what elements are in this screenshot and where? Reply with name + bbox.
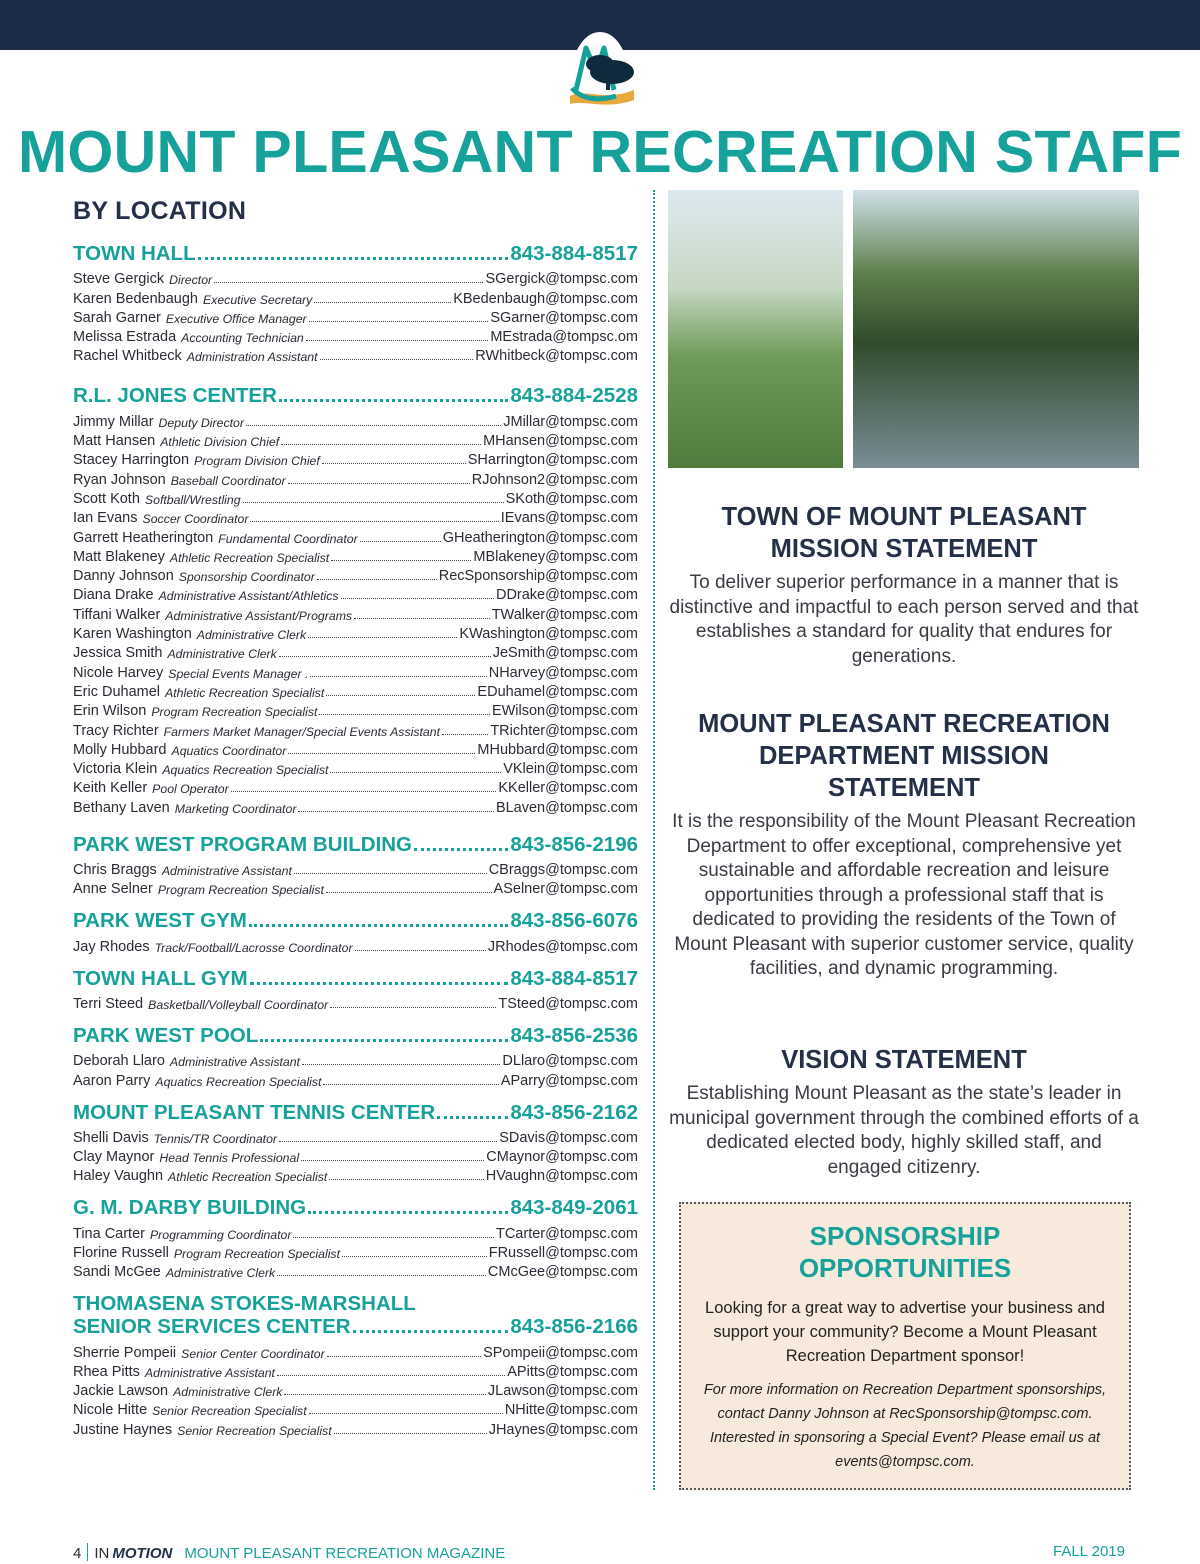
staff-email[interactable]: JMillar@tompsc.com — [503, 413, 638, 430]
dot-leader — [309, 1413, 503, 1414]
location-section — [73, 384, 638, 815]
staff-name: Danny Johnson — [73, 568, 174, 585]
dot-leader — [353, 1330, 509, 1333]
staff-title: Athletic Recreation Specialist — [165, 685, 325, 700]
staff-name: Jimmy Millar — [73, 413, 154, 430]
staff-name: Ian Evans — [73, 510, 138, 527]
staff-name: Ryan Johnson — [73, 471, 166, 488]
staff-email[interactable]: SPompeii@tompsc.com — [483, 1344, 638, 1361]
staff-email[interactable]: MEstrada@tompsc.om — [490, 329, 638, 346]
staff-email[interactable]: APitts@tompsc.com — [507, 1363, 638, 1380]
footer-in: IN — [94, 1545, 110, 1562]
staff-name: Nicole Hitte — [73, 1402, 148, 1419]
staff-row — [73, 603, 638, 622]
staff-title: Administrative Assistant/Athletics — [158, 589, 339, 604]
location-heading — [73, 1196, 638, 1219]
staff-name: Sherrie Pompeii — [73, 1344, 177, 1361]
location-name: PARK WEST GYM — [73, 909, 247, 933]
location-heading — [73, 1292, 638, 1338]
staff-title: Basketball/Volleyball Coordinator — [148, 997, 329, 1012]
staff-email[interactable]: CBraggs@tompsc.com — [488, 862, 638, 879]
staff-title: Administrative Clerk — [173, 1385, 283, 1400]
dot-leader — [327, 1356, 481, 1357]
dot-leader — [279, 656, 491, 657]
staff-email[interactable]: NHitte@tompsc.com — [504, 1402, 638, 1419]
staff-row — [73, 1361, 638, 1380]
rec-mission-text: It is the responsibility of the Mount Pleasant Recreation Department to offer exceptional, comprehensive yet sustainable and affordable recreation and leisure opportunities through a professional staff that is dedicated to providing the residents of the Town of Mount Pleasant with superior customer service, quality facilities, and dynamic programming. — [672, 811, 1136, 979]
location-phone: 843-856-2166 — [510, 1315, 638, 1339]
staff-title: Administrative Assistant/Programs — [165, 608, 353, 623]
staff-email[interactable]: IEvans@tompsc.com — [500, 510, 638, 527]
location-section — [73, 1024, 638, 1089]
staff-title: Senior Center Coordinator — [181, 1346, 325, 1361]
staff-name: Chris Braggs — [73, 862, 157, 879]
staff-email[interactable]: MBlakeney@tompsc.com — [473, 548, 638, 565]
staff-row — [73, 700, 638, 719]
staff-title: Administration Assistant — [186, 350, 318, 365]
location-section — [73, 1101, 638, 1185]
staff-email[interactable]: VKlein@tompsc.com — [503, 761, 638, 778]
location-heading — [73, 909, 638, 932]
staff-row — [73, 468, 638, 487]
staff-email[interactable]: TWalker@tompsc.com — [491, 606, 638, 623]
staff-title: Deputy Director — [158, 415, 244, 430]
staff-name: Jessica Smith — [73, 645, 163, 662]
staff-row — [73, 935, 638, 954]
staff-name: Bethany Laven — [73, 799, 170, 816]
dot-leader — [279, 399, 508, 402]
staff-title: Pool Operator — [152, 782, 229, 797]
sponsorship-info: For more information on Recreation Department sponsorships, contact Danny Johnson at RecSponsorship@tompsc.com. Interested in sponsoring a Special Event? Please email us at events@tompsc.com. — [703, 1382, 1107, 1470]
staff-title: Sponsorship Coordinator — [178, 570, 315, 585]
staff-name: Florine Russell — [73, 1244, 169, 1261]
staff-name: Scott Koth — [73, 490, 140, 507]
staff-row — [73, 345, 638, 364]
staff-name: Sarah Garner — [73, 309, 161, 326]
staff-name: Stacey Harrington — [73, 452, 190, 469]
vision-heading: VISION STATEMENT — [781, 1046, 1027, 1074]
staff-name: Matt Hansen — [73, 433, 156, 450]
location-section — [73, 909, 638, 954]
staff-name: Steve Gergick — [73, 271, 165, 288]
staff-name: Anne Selner — [73, 881, 153, 898]
dot-leader — [330, 1007, 496, 1008]
staff-email[interactable]: KKeller@tompsc.com — [498, 780, 638, 797]
footer-season: FALL 2019 — [1052, 1543, 1125, 1560]
town-mission-text: To deliver superior performance in a manner that is distinctive and impactful to each person served and that establishes a standard for quality that endures for generations. — [669, 572, 1139, 667]
location-name: PARK WEST PROGRAM BUILDING — [73, 832, 413, 856]
town-mission-block — [668, 501, 1140, 669]
staff-row — [73, 268, 638, 287]
staff-directory — [73, 197, 638, 1450]
dot-leader — [260, 1039, 508, 1042]
staff-title: Administrative Clerk — [167, 647, 277, 662]
dot-leader — [308, 637, 457, 638]
staff-row — [73, 1222, 638, 1241]
staff-email[interactable]: SDavis@tompsc.com — [499, 1129, 638, 1146]
location-name: G. M. DARBY BUILDING — [73, 1196, 307, 1220]
staff-email[interactable]: FRussell@tompsc.com — [488, 1244, 638, 1261]
staff-email[interactable]: BLaven@tompsc.com — [495, 799, 638, 816]
staff-email[interactable]: ASelner@tompsc.com — [493, 881, 638, 898]
staff-row — [73, 719, 638, 738]
staff-title: Programming Coordinator — [149, 1227, 292, 1242]
location-heading — [73, 967, 638, 990]
staff-row — [73, 1050, 638, 1069]
staff-email[interactable]: NHarvey@tompsc.com — [488, 664, 638, 681]
staff-title: Athletic Recreation Specialist — [168, 1170, 328, 1185]
staff-email[interactable]: JeSmith@tompsc.com — [492, 645, 638, 662]
staff-name: Garrett Heatherington — [73, 529, 214, 546]
staff-email[interactable]: CMcGee@tompsc.com — [487, 1264, 638, 1281]
dot-leader — [288, 483, 470, 484]
location-phone: 843-856-2162 — [510, 1100, 638, 1124]
dot-leader — [308, 1211, 508, 1214]
staff-name: Haley Vaughn — [73, 1168, 164, 1185]
dot-leader — [277, 1275, 486, 1276]
staff-title: Accounting Technician — [181, 331, 304, 346]
staff-title: Soccer Coordinator — [142, 512, 249, 527]
staff-name: Clay Maynor — [73, 1149, 155, 1166]
staff-row — [73, 1261, 638, 1280]
staff-email[interactable]: RJohnson2@tompsc.com — [471, 471, 638, 488]
dot-leader — [341, 598, 494, 599]
page-number: 4 — [73, 1545, 82, 1562]
staff-row — [73, 1069, 638, 1088]
staff-row — [73, 546, 638, 565]
staff-title: Aquatics Recreation Specialist — [155, 1074, 322, 1089]
staff-name: Karen Washington — [73, 626, 192, 643]
location-name: PARK WEST POOL — [73, 1023, 259, 1047]
staff-title: Athletic Recreation Specialist — [169, 550, 330, 565]
vision-text: Establishing Mount Pleasant as the state’s leader in municipal government through the combined efforts of a dedicated elected body, highly skilled staff, and engaged citizenry. — [669, 1083, 1139, 1178]
staff-email[interactable]: KWashington@tompsc.com — [459, 626, 638, 643]
rec-mission-heading: MOUNT PLEASANT RECREATION DEPARTMENT MISSION STATEMENT — [698, 710, 1110, 802]
staff-row — [73, 507, 638, 526]
staff-email[interactable]: MHansen@tompsc.com — [483, 433, 638, 450]
photo-three-men-staff — [853, 190, 1139, 468]
sponsorship-box — [679, 1202, 1131, 1490]
staff-name: Jackie Lawson — [73, 1383, 169, 1400]
location-name-line2: SENIOR SERVICES CENTER — [73, 1315, 351, 1339]
staff-email[interactable]: TSteed@tompsc.com — [498, 995, 638, 1012]
dot-leader — [319, 714, 490, 715]
staff-email[interactable]: JLawson@tompsc.com — [487, 1383, 638, 1400]
staff-name: Terri Steed — [73, 995, 144, 1012]
staff-title: Program Recreation Specialist — [151, 705, 318, 720]
staff-email[interactable]: SHarrington@tompsc.com — [467, 452, 638, 469]
staff-name: Tiffani Walker — [73, 606, 161, 623]
location-name: THOMASENA STOKES-MARSHALL — [73, 1292, 416, 1316]
dot-leader — [330, 772, 501, 773]
staff-email[interactable]: RecSponsorship@tompsc.com — [438, 568, 638, 585]
staff-row — [73, 681, 638, 700]
staff-title: Senior Recreation Specialist — [152, 1404, 307, 1419]
staff-row — [73, 430, 638, 449]
location-section — [73, 833, 638, 898]
dot-leader — [250, 982, 509, 985]
staff-row — [73, 859, 638, 878]
location-phone: 843-884-2528 — [510, 384, 638, 408]
staff-email[interactable]: JHaynes@tompsc.com — [488, 1421, 638, 1438]
staff-row — [73, 326, 638, 345]
location-heading — [73, 1024, 638, 1047]
staff-email[interactable]: DDrake@tompsc.com — [495, 587, 638, 604]
location-name: TOWN HALL GYM — [73, 966, 248, 990]
staff-row — [73, 307, 638, 326]
dot-leader — [284, 1394, 485, 1395]
staff-name: Molly Hubbard — [73, 741, 167, 758]
staff-email[interactable]: TRichter@tompsc.com — [490, 722, 638, 739]
dot-leader — [288, 753, 475, 754]
dot-leader — [322, 463, 466, 464]
location-name: TOWN HALL — [73, 242, 196, 265]
dot-leader — [323, 1084, 498, 1085]
staff-title: Administrative Assistant — [169, 1055, 300, 1070]
dot-leader — [414, 848, 508, 851]
dot-leader — [306, 340, 489, 341]
staff-row — [73, 1380, 638, 1399]
staff-name: Rachel Whitbeck — [73, 348, 182, 365]
staff-title: Program Recreation Specialist — [173, 1246, 340, 1261]
dot-leader — [250, 521, 498, 522]
location-heading — [73, 1101, 638, 1124]
staff-name: Keith Keller — [73, 780, 148, 797]
dot-leader — [326, 695, 475, 696]
staff-title: Executive Secretary — [202, 292, 313, 307]
dot-leader — [243, 502, 504, 503]
dot-leader — [277, 1375, 505, 1376]
dot-leader — [326, 892, 492, 893]
staff-name: Victoria Klein — [73, 761, 158, 778]
mount-pleasant-logo-icon — [556, 30, 644, 110]
location-section — [73, 1292, 638, 1437]
location-section — [73, 1196, 638, 1280]
staff-title: Baseball Coordinator — [170, 473, 286, 488]
dot-leader — [320, 359, 474, 360]
staff-email[interactable]: EDuhamel@tompsc.com — [477, 683, 638, 700]
staff-email[interactable]: CMaynor@tompsc.com — [486, 1149, 638, 1166]
dot-leader — [198, 257, 509, 260]
staff-name: Tracy Richter — [73, 722, 159, 739]
dot-leader — [279, 1141, 497, 1142]
staff-name: Shelli Davis — [73, 1129, 149, 1146]
location-phone: 843-856-2196 — [510, 832, 638, 856]
location-heading — [73, 384, 638, 407]
staff-title: Administrative Assistant — [144, 1365, 275, 1380]
location-phone: 843-884-8517 — [510, 242, 638, 265]
staff-title: Special Events Manager . — [168, 666, 309, 681]
staff-row — [73, 488, 638, 507]
staff-name: Eric Duhamel — [73, 683, 161, 700]
staff-row — [73, 878, 638, 897]
dot-leader — [231, 791, 497, 792]
dot-leader — [249, 924, 508, 927]
dot-leader — [294, 873, 487, 874]
staff-title: Program Division Chief — [194, 454, 320, 469]
dot-leader — [298, 811, 494, 812]
staff-title: Aquatics Recreation Specialist — [162, 763, 329, 778]
page-title: MOUNT PLEASANT RECREATION STAFF — [17, 119, 1183, 185]
staff-row — [73, 449, 638, 468]
staff-email[interactable]: MHubbard@tompsc.com — [477, 741, 638, 758]
sponsorship-text: Looking for a great way to advertise your business and support your community? Become a Mount Pleasant Recreation Department sponsor! — [705, 1299, 1105, 1365]
staff-name: Nicole Harvey — [73, 664, 164, 681]
staff-name: Tina Carter — [73, 1225, 145, 1242]
staff-title: Administrative Assistant — [161, 864, 292, 879]
staff-email[interactable]: HVaughn@tompsc.com — [485, 1168, 638, 1185]
staff-row — [73, 1146, 638, 1165]
dot-leader — [301, 1160, 484, 1161]
staff-row — [73, 526, 638, 545]
location-name: R.L. JONES CENTER — [73, 384, 277, 408]
location-phone: 843-856-2536 — [510, 1023, 638, 1047]
dot-leader — [314, 302, 451, 303]
dot-leader — [360, 541, 441, 542]
staff-title: Aquatics Coordinator — [171, 743, 287, 758]
location-heading — [73, 242, 638, 265]
staff-email[interactable]: SGergick@tompsc.com — [485, 271, 638, 288]
dot-leader — [310, 676, 486, 677]
location-heading — [73, 833, 638, 856]
footer-magazine: MOUNT PLEASANT RECREATION MAGAZINE — [184, 1545, 506, 1562]
location-phone: 843-856-6076 — [510, 909, 638, 933]
staff-name: Justine Haynes — [73, 1421, 173, 1438]
dot-leader — [246, 425, 501, 426]
staff-row — [73, 1127, 638, 1146]
footer-motion: MOTION — [112, 1545, 173, 1562]
staff-name: Rhea Pitts — [73, 1363, 140, 1380]
dot-leader — [442, 734, 488, 735]
staff-row — [73, 993, 638, 1012]
location-section — [73, 242, 638, 364]
staff-title: Fundamental Coordinator — [218, 531, 358, 546]
staff-name: Deborah Llaro — [73, 1053, 165, 1070]
staff-row — [73, 287, 638, 306]
staff-title: Farmers Market Manager/Special Events Assistant — [163, 724, 440, 739]
location-section — [73, 967, 638, 1012]
dot-leader — [342, 1256, 487, 1257]
staff-name: Erin Wilson — [73, 703, 147, 720]
staff-row — [73, 584, 638, 603]
location-name: MOUNT PLEASANT TENNIS CENTER — [73, 1100, 436, 1124]
staff-row — [73, 796, 638, 815]
staff-email[interactable]: KBedenbaugh@tompsc.com — [453, 290, 638, 307]
dot-leader — [437, 1116, 508, 1119]
staff-title: Marketing Coordinator — [174, 801, 297, 816]
staff-email[interactable]: TCarter@tompsc.com — [495, 1225, 638, 1242]
staff-name: Karen Bedenbaugh — [73, 290, 198, 307]
staff-row — [73, 623, 638, 642]
staff-title: Tennis/TR Coordinator — [153, 1131, 278, 1146]
staff-name: Jay Rhodes — [73, 938, 150, 955]
staff-row — [73, 1341, 638, 1360]
staff-name: Diana Drake — [73, 587, 154, 604]
location-phone: 843-884-8517 — [510, 966, 638, 990]
location-phone: 843-849-2061 — [510, 1196, 638, 1220]
location-heading-line — [73, 1315, 638, 1338]
staff-title: Administrative Clerk — [165, 1266, 276, 1281]
staff-title: Softball/Wrestling — [144, 492, 241, 507]
staff-row — [73, 410, 638, 429]
staff-row — [73, 1165, 638, 1184]
staff-email[interactable]: EWilson@tompsc.com — [491, 703, 638, 720]
dot-leader — [354, 618, 490, 619]
staff-email[interactable]: SKoth@tompsc.com — [505, 490, 638, 507]
staff-title: Program Recreation Specialist — [157, 883, 324, 898]
town-mission-heading: TOWN OF MOUNT PLEASANT MISSION STATEMENT — [721, 503, 1087, 563]
staff-email[interactable]: AParry@tompsc.com — [500, 1072, 638, 1089]
column-divider — [653, 190, 655, 1490]
staff-email[interactable]: DLlaro@tompsc.com — [502, 1053, 638, 1070]
staff-row — [73, 642, 638, 661]
staff-name: Sandi McGee — [73, 1264, 161, 1281]
staff-row — [73, 1242, 638, 1261]
staff-row — [73, 1418, 638, 1437]
rec-mission-block — [668, 708, 1140, 982]
dot-leader — [302, 1064, 500, 1065]
dot-leader — [329, 1179, 483, 1180]
staff-title: Athletic Division Chief — [160, 435, 280, 450]
staff-title: Track/Football/Lacrosse Coordinator — [154, 940, 353, 955]
staff-email[interactable]: GHeatherington@tompsc.com — [442, 529, 638, 546]
dot-leader — [214, 282, 483, 283]
staff-email[interactable]: SGarner@tompsc.com — [490, 309, 638, 326]
staff-row — [73, 777, 638, 796]
dot-leader — [317, 579, 437, 580]
staff-email[interactable]: RWhitbeck@tompsc.com — [475, 348, 638, 365]
dot-leader — [334, 1433, 487, 1434]
staff-row — [73, 758, 638, 777]
staff-title: Director — [169, 273, 213, 288]
dot-leader — [309, 321, 489, 322]
photo-two-women-staff — [668, 190, 843, 468]
dot-leader — [293, 1237, 494, 1238]
staff-row — [73, 739, 638, 758]
staff-email[interactable]: JRhodes@tompsc.com — [487, 938, 638, 955]
staff-title: Senior Recreation Specialist — [177, 1423, 332, 1438]
dot-leader — [355, 950, 486, 951]
vision-block — [668, 1044, 1140, 1180]
staff-name: Melissa Estrada — [73, 329, 177, 346]
staff-row — [73, 565, 638, 584]
footer-separator — [87, 1543, 88, 1561]
staff-row — [73, 661, 638, 680]
dot-leader — [331, 560, 471, 561]
staff-row — [73, 1399, 638, 1418]
staff-name: Matt Blakeney — [73, 548, 165, 565]
page-footer — [73, 1543, 1125, 1563]
staff-title: Executive Office Manager — [165, 311, 307, 326]
staff-title: Head Tennis Professional — [159, 1151, 300, 1166]
by-location-heading: BY LOCATION — [73, 197, 247, 225]
sponsorship-heading: SPONSORSHIP OPPORTUNITIES — [798, 1221, 1012, 1283]
dot-leader — [281, 444, 481, 445]
staff-title: Administrative Clerk — [196, 628, 307, 643]
staff-name: Aaron Parry — [73, 1072, 151, 1089]
